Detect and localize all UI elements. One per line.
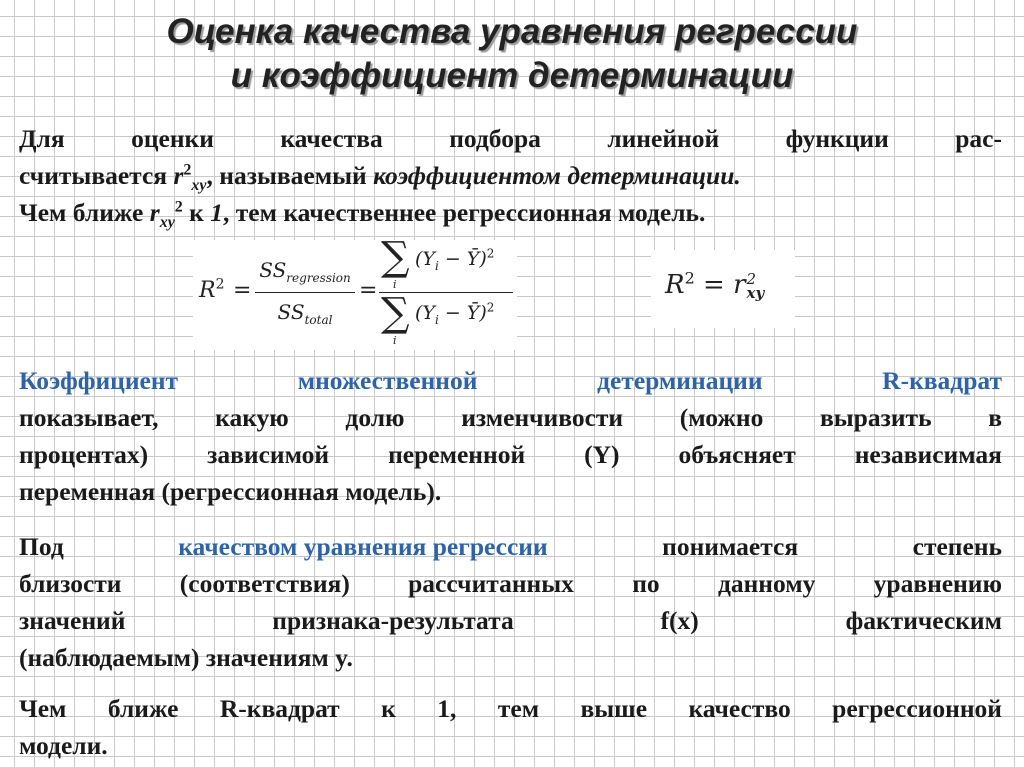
word: данному — [717, 569, 816, 598]
term-regression-quality: качеством уравнения регрессии — [178, 532, 548, 561]
word: подбора — [449, 124, 541, 153]
p3-line-1 — [19, 528, 1002, 565]
word: Для — [19, 124, 65, 153]
word: 1, — [437, 694, 457, 723]
word: регрессионной — [832, 694, 1002, 723]
word: (Y) — [584, 440, 620, 469]
subscript: total — [304, 313, 333, 327]
superscript: 2 — [183, 161, 192, 179]
sum-index: i — [393, 278, 397, 291]
word: зависимой — [207, 440, 330, 469]
symbol: r — [733, 270, 746, 300]
superscript: 2 — [746, 270, 757, 288]
fraction-ss — [255, 258, 355, 285]
word: R-квадрат — [882, 366, 1002, 395]
subscript: regression — [286, 271, 351, 285]
symbol: SS — [277, 300, 305, 324]
text: , тем качественнее регрессионная модель. — [223, 198, 706, 227]
word: множественной — [297, 366, 478, 395]
word: оценки — [131, 124, 214, 153]
word: качества — [280, 124, 383, 153]
word: рассчитанных — [408, 569, 574, 598]
word: уравнению — [873, 569, 1002, 598]
word: качество — [688, 694, 791, 723]
fraction-ss-den — [255, 300, 355, 327]
sum-icon: ∑ — [381, 234, 410, 280]
symbol: SS — [259, 258, 287, 282]
numerator — [255, 258, 355, 285]
p2-line-1 — [19, 362, 1002, 399]
denominator-expr — [415, 300, 495, 327]
term-coefficient-determination: коэффициентом детерминации. — [373, 161, 741, 190]
formula-r-squared — [193, 234, 517, 350]
equals-sign: = — [694, 270, 734, 300]
equals-sign: = — [359, 278, 378, 303]
text: (Y — [415, 302, 435, 324]
text: считывается — [19, 161, 174, 190]
word: выше — [580, 694, 648, 723]
p3-line-3 — [19, 602, 1002, 639]
slide-title — [0, 10, 1024, 98]
word: значений — [19, 606, 126, 635]
word: независимая — [854, 440, 1002, 469]
word: линейной — [607, 124, 720, 153]
symbol-r: r — [173, 161, 184, 190]
p4-line-2: модели. — [19, 731, 108, 760]
superscript: 2 — [486, 246, 495, 261]
word: Под — [19, 532, 64, 561]
paragraph-multiple-determination — [19, 362, 1002, 510]
subscript: xy — [191, 177, 207, 195]
paragraph-regression-quality — [19, 528, 1002, 676]
text: − Ȳ) — [438, 248, 487, 270]
p2-line-3 — [19, 436, 1002, 473]
text: к — [182, 198, 211, 227]
p1-line-1 — [19, 120, 1002, 157]
word: (можно — [679, 403, 764, 432]
word: в — [988, 403, 1002, 432]
word: переменной — [388, 440, 526, 469]
title-line-1: Оценка качества уравнения регрессии — [166, 12, 858, 51]
text: (Y — [415, 248, 435, 270]
subscript: i — [434, 312, 439, 327]
word: (соответствия) — [179, 569, 350, 598]
superscript: 2 — [486, 300, 495, 315]
text: , называемый — [206, 161, 374, 190]
word: детерминации — [597, 366, 763, 395]
word: какую — [215, 403, 289, 432]
formula-r-equals-rxy — [651, 250, 795, 328]
word: функции — [785, 124, 889, 153]
word: Коэффициент — [19, 366, 179, 395]
fraction-line — [255, 292, 355, 293]
word: понимается — [662, 532, 799, 561]
script-stack — [747, 272, 765, 300]
word: Чем — [19, 694, 67, 723]
numerator-expr — [415, 246, 495, 273]
p1-line-3 — [19, 194, 1002, 231]
word: по — [632, 569, 660, 598]
word: выразить — [820, 403, 932, 432]
word: к — [381, 694, 396, 723]
subscript: i — [434, 258, 439, 273]
p3-line-2 — [19, 565, 1002, 602]
word: изменчивости — [461, 403, 624, 432]
p4-line-1 — [19, 690, 1002, 727]
word: R-квадрат — [219, 694, 340, 723]
word: близости — [19, 569, 122, 598]
equals-sign: = — [233, 278, 252, 303]
word: f(x) — [660, 606, 699, 635]
word: тем — [497, 694, 540, 723]
paragraph-conclusion — [19, 690, 1002, 764]
superscript: 2 — [174, 198, 183, 216]
sum-icon: ∑ — [381, 290, 410, 336]
word: показывает, — [19, 403, 159, 432]
sum-index: i — [393, 334, 397, 347]
word: объясняет — [678, 440, 796, 469]
formula2-expr — [665, 270, 764, 300]
paragraph-definition — [19, 120, 1002, 231]
subscript: xy — [159, 214, 175, 232]
word: долю — [345, 403, 405, 432]
p2-line-2 — [19, 399, 1002, 436]
subscript: xy — [746, 284, 765, 302]
symbol-r: r — [149, 198, 160, 227]
p2-line-4: переменная (регрессионная модель). — [19, 477, 442, 506]
p3-line-4: (наблюдаемым) значениям y. — [19, 643, 353, 672]
p1-line-2 — [19, 157, 1002, 194]
number: 1 — [210, 198, 223, 227]
word: фактическим — [845, 606, 1002, 635]
superscript: 2 — [215, 276, 225, 293]
word: ближе — [107, 694, 179, 723]
superscript: 2 — [684, 268, 695, 288]
denominator — [255, 300, 355, 327]
word: рас- — [955, 124, 1002, 153]
title-line-2: и коэффициент детерминации — [230, 56, 794, 95]
symbol: R — [665, 270, 685, 300]
text: − Ȳ) — [438, 302, 487, 324]
text: Чем ближе — [19, 198, 150, 227]
symbol: R — [199, 278, 216, 303]
formula-lhs — [199, 278, 225, 303]
word: степень — [912, 532, 1002, 561]
word: признака-результата — [272, 606, 514, 635]
word: процентах) — [19, 440, 149, 469]
